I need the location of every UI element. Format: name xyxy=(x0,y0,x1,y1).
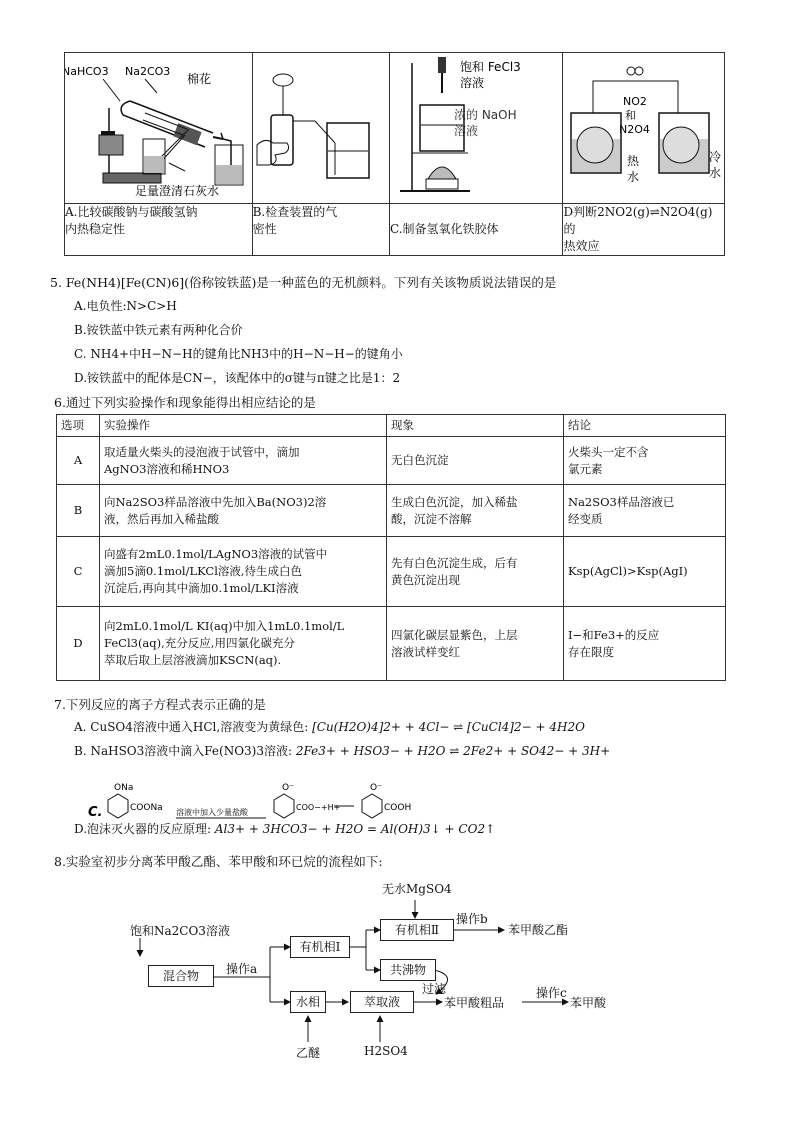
table-row xyxy=(57,485,726,537)
q7-c-reagent: 溶液中加入少量盐酸 xyxy=(176,808,248,817)
flow-na2co3: 饱和Na2CO3溶液 xyxy=(130,924,230,938)
label-cold: 冷 xyxy=(709,150,722,164)
flow-op-c: 操作c xyxy=(536,986,567,1000)
q5-option-a: A.电负性:N>C>H xyxy=(74,299,177,313)
flow-op-a: 操作a xyxy=(226,962,258,976)
q7-option-b-equation: 2Fe3+ + HSO3− + H2O ⇌ 2Fe2+ + SO42− + 3H+ xyxy=(295,744,611,758)
q6-header-conclusion: 结论 xyxy=(564,415,726,437)
q6-row-b-conclusion: Na2SO3样品溶液已 经变质 xyxy=(564,485,726,537)
q6-row-b-phenomenon: 生成白色沉淀，加入稀盐 酸，沉淀不溶解 xyxy=(387,485,564,537)
q6-row-a-operation: 取适量火柴头的浸泡液于试管中，滴加 AgNO3溶液和稀HNO3 xyxy=(100,437,387,485)
label-cold-water: 水 xyxy=(709,166,722,180)
flow-crude: 苯甲酸粗品 xyxy=(444,996,505,1010)
label-fecl3: 饱和 FeCl3 xyxy=(459,60,521,74)
caption-a: A.比较碳酸钠与碳酸氢钠 内热稳定性 xyxy=(65,204,253,256)
apparatus-d-cell xyxy=(563,53,725,204)
q7-option-b: B. NaHSO3溶液中滴入Fe(NO3)3溶液: 2Fe3+ + HSO3− + H2O ⇌ 2Fe2+ + SO42− + 3H+ xyxy=(74,744,611,758)
q6-table xyxy=(56,414,726,681)
flow-mixture-box: 混合物 xyxy=(148,965,214,987)
label-naoh: 浓的 NaOH xyxy=(453,108,517,122)
label-and: 和 xyxy=(625,109,637,122)
label-hot-water: 水 xyxy=(627,170,640,184)
q7-option-c-structures xyxy=(88,780,448,824)
apparatus-a-cell xyxy=(65,53,253,204)
svg-text:O⁻: O⁻ xyxy=(370,783,382,793)
q6-row-b-operation: 向Na2SO3样品溶液中先加入Ba(NO3)2溶 液，然后再加入稀盐酸 xyxy=(100,485,387,537)
q5-option-b: B.铵铁蓝中铁元素有两种化合价 xyxy=(74,323,243,337)
apparatus-d-drawing xyxy=(563,53,723,200)
q6-row-c-phenomenon: 先有白色沉淀生成，后有 黄色沉淀出现 xyxy=(387,537,564,607)
flow-organic-phase-1: 有机相Ⅰ xyxy=(290,936,350,958)
label-n2o4: N2O4 xyxy=(619,123,651,136)
apparatus-a-drawing xyxy=(65,53,251,200)
flow-acid: 苯甲酸 xyxy=(570,996,607,1010)
q7-option-a-equation: [Cu(H2O)4]2+ + 4Cl− ⇌ [CuCl4]2− + 4H2O xyxy=(312,720,585,734)
label-naoh-solution: 溶液 xyxy=(453,124,478,138)
q6-row-a-phenomenon: 无白色沉淀 xyxy=(387,437,564,485)
q7-option-c-label: C. xyxy=(88,805,103,820)
q8-flowchart xyxy=(130,872,670,1082)
apparatus-c-cell xyxy=(389,53,563,204)
flow-extract: 萃取液 xyxy=(350,991,414,1013)
caption-b: B.检查装置的气 密性 xyxy=(252,204,389,256)
label-na2co3: Na2CO3 xyxy=(125,65,171,78)
q5-option-c: C. NH4+中H−N−H的键角比NH3中的H−N−H−的键角小 xyxy=(74,347,403,361)
q6-row-d-conclusion: I−和Fe3+的反应 存在限度 xyxy=(564,607,726,681)
flow-ester: 苯甲酸乙酯 xyxy=(508,923,569,937)
flow-h2so4: H2SO4 xyxy=(364,1044,408,1058)
q7-c-cooh: COOH xyxy=(384,803,412,813)
q6-row-c-option: C xyxy=(57,537,100,607)
q6-header-operation: 实验操作 xyxy=(100,415,387,437)
q6-row-b-option: B xyxy=(57,485,100,537)
q6-stem: 6.通过下列实验操作和现象能得出相应结论的是 xyxy=(54,395,316,410)
flow-mgso4: 无水MgSO4 xyxy=(382,882,452,896)
table-row xyxy=(57,437,726,485)
q6-row-a-option: A xyxy=(57,437,100,485)
q7-option-d: D.泡沫灭火器的反应原理: Al3+ + 3HCO3− + H2O = Al(OH)3↓ + CO2↑ xyxy=(74,822,496,836)
apparatus-b-drawing xyxy=(253,53,389,200)
q7-option-d-equation: Al3+ + 3HCO3− + H2O = Al(OH)3↓ + CO2↑ xyxy=(214,822,496,836)
label-no2: NO2 xyxy=(623,95,648,108)
q6-row-d-operation: 向2mL0.1mol/L KI(aq)中加入1mL0.1mol/L FeCl3(aq),充分反应,用四氯化碳充分 萃取后取上层溶液滴加KSCN(aq). xyxy=(100,607,387,681)
q6-row-d-phenomenon: 四氯化碳层显紫色，上层 溶液试样变红 xyxy=(387,607,564,681)
q6-row-a-conclusion: 火柴头一定不含 氯元素 xyxy=(564,437,726,485)
q6-row-c-operation: 向盛有2mL0.1mol/LAgNO3溶液的试管中 滴加5滴0.1mol/LKCl溶液,待生成白色 沉淀后,再向其中滴加0.1mol/LKI溶液 xyxy=(100,537,387,607)
q6-header-phenomenon: 现象 xyxy=(387,415,564,437)
svg-text:O⁻: O⁻ xyxy=(282,783,294,793)
q5-option-d: D.铵铁蓝中的配体是CN−，该配体中的σ键与π键之比是1：2 xyxy=(74,371,401,385)
q7-stem: 7.下列反应的离子方程式表示正确的是 xyxy=(54,697,266,712)
label-hot: 热 xyxy=(627,154,640,168)
flow-aqueous-phase: 水相 xyxy=(290,991,326,1013)
q7-c-coo: COO−+H+ xyxy=(296,803,341,812)
q7-c-coona: COONa xyxy=(130,803,163,813)
q6-header-option: 选项 xyxy=(57,415,100,437)
flow-organic-phase-2: 有机相Ⅱ xyxy=(380,919,454,941)
table-row xyxy=(57,607,726,681)
q5-stem: 5. Fe(NH4)[Fe(CN)6](俗称铵铁蓝)是一种蓝色的无机颜料。下列有关该物质说法错误的是 xyxy=(50,275,557,290)
apparatus-b-cell xyxy=(252,53,389,204)
apparatus-table xyxy=(64,52,725,256)
q6-row-c-conclusion: Ksp(AgCl)>Ksp(AgI) xyxy=(564,537,726,607)
caption-c: C.制备氢氧化铁胶体 xyxy=(389,204,563,256)
flow-azeotrope: 共沸物 xyxy=(380,959,436,981)
q8-stem: 8.实验室初步分离苯甲酸乙酯、苯甲酸和环已烷的流程如下: xyxy=(54,854,383,869)
table-row xyxy=(57,537,726,607)
flow-ether: 乙醚 xyxy=(296,1046,321,1060)
apparatus-c-drawing xyxy=(390,53,562,200)
q7-c-ona: ONa xyxy=(114,783,134,793)
q6-row-d-option: D xyxy=(57,607,100,681)
label-fecl3-solution: 溶液 xyxy=(459,76,484,90)
flow-op-b: 操作b xyxy=(456,912,488,926)
caption-d: D判断2NO2(g)⇌N2O4(g)的 热效应 xyxy=(563,204,725,256)
label-limewater: 足量澄清石灰水 xyxy=(135,184,220,198)
q7-option-a: A. CuSO4溶液中通入HCl,溶液变为黄绿色: [Cu(H2O)4]2+ + 4Cl− ⇌ [CuCl4]2− + 4H2O xyxy=(74,720,585,734)
label-nahco3: NaHCO3 xyxy=(65,65,109,78)
label-cotton: 棉花 xyxy=(187,72,212,86)
flow-filter: 过滤 xyxy=(422,982,447,996)
